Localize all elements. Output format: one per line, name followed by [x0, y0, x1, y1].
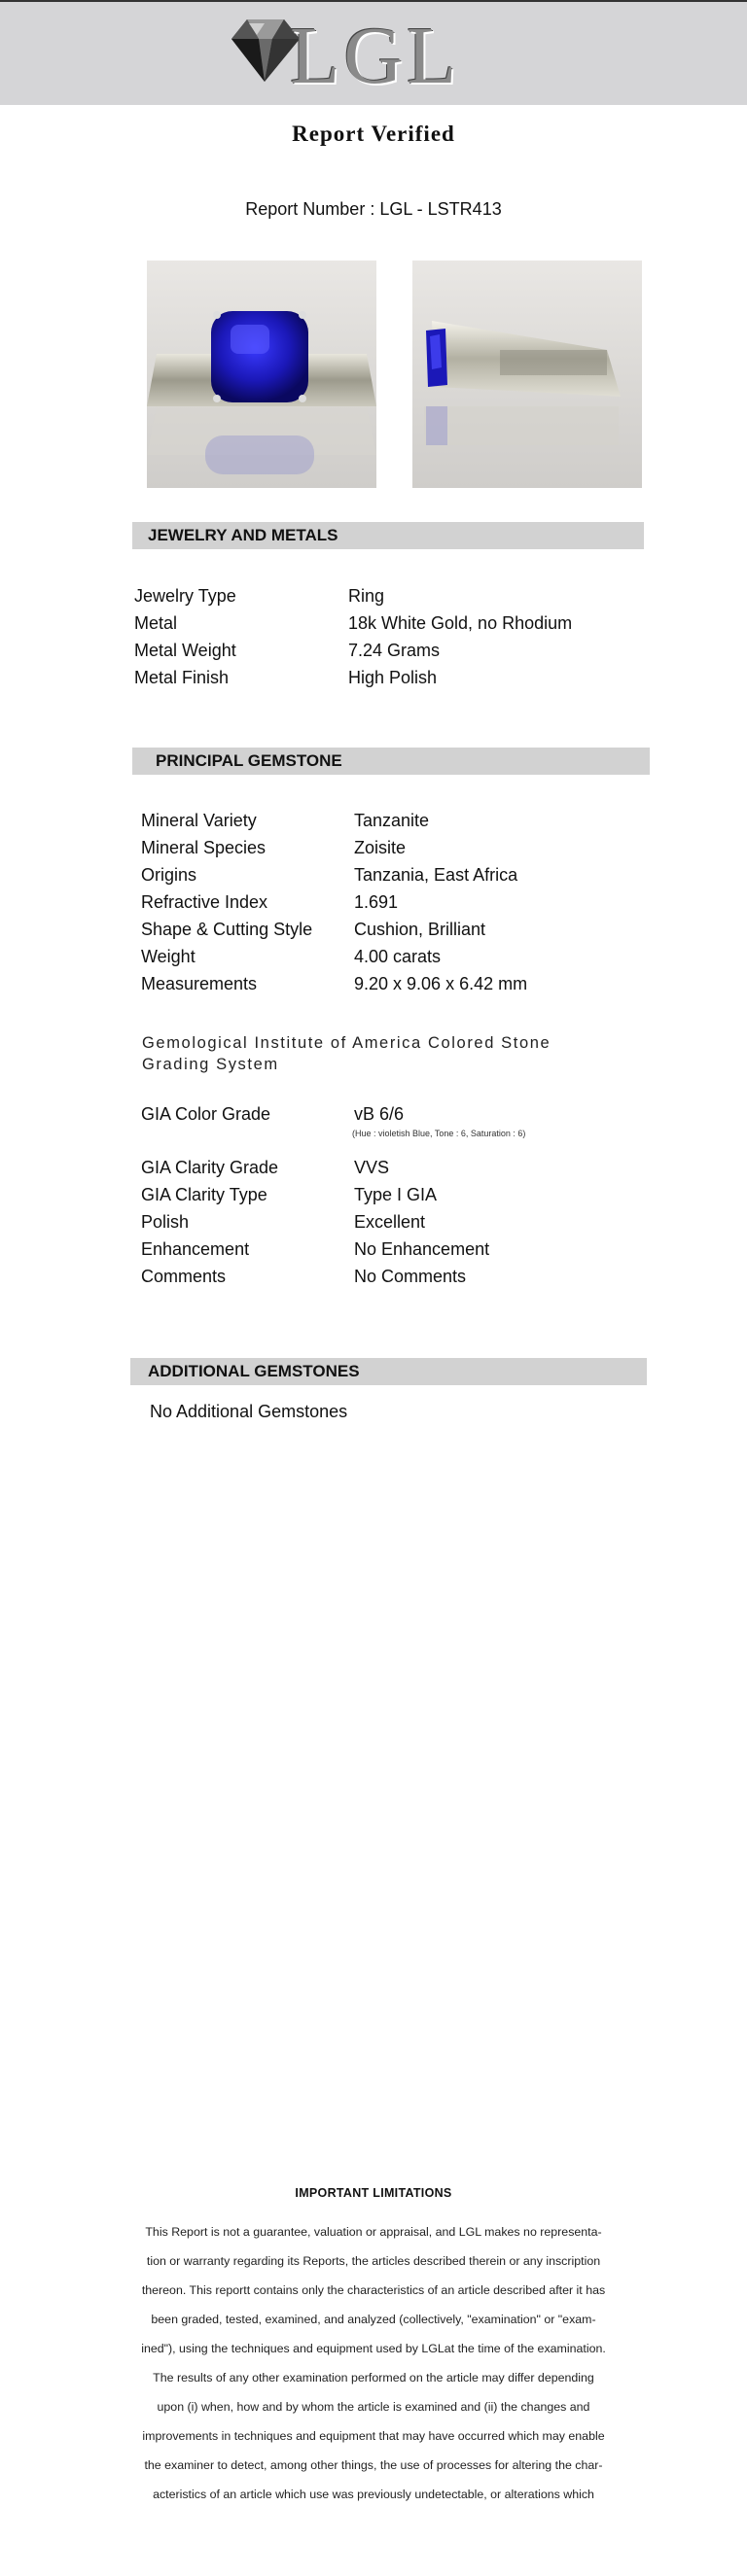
- jewelry-value: 7.24 Grams: [348, 641, 441, 660]
- gia-color-grade-label: GIA Color Grade: [141, 1104, 271, 1124]
- jewelry-label: Metal Finish: [134, 668, 230, 687]
- grade-label: GIA Clarity Type: [141, 1185, 267, 1204]
- gem-value: Cushion, Brilliant: [354, 920, 486, 939]
- limitations-body: [97, 2217, 650, 2509]
- gem-label: Mineral Variety: [141, 811, 257, 830]
- limitations-line: the examiner to detect, among other things, the use of processes for altering the char-: [144, 2458, 603, 2472]
- gem-label: Weight: [141, 947, 196, 966]
- additional-heading: ADDITIONAL GEMSTONES: [130, 1358, 647, 1385]
- jewelry-label: Jewelry Type: [134, 586, 236, 606]
- ring-top-view-photo: [147, 261, 376, 488]
- gia-system-heading: Gemological Institute of America Colored Stone Grading System: [142, 1034, 551, 1073]
- jewelry-label: Metal Weight: [134, 641, 236, 660]
- no-additional-text: No Additional Gemstones: [150, 1402, 348, 1421]
- report-title: Report Verified: [292, 122, 455, 146]
- limitations-line: ined"), using the techniques and equipment used by LGLat the time of the examination.: [141, 2342, 606, 2355]
- grade-label: Comments: [141, 1267, 227, 1286]
- lgl-logo: [226, 8, 479, 101]
- color-grade-note: (Hue : violetish Blue, Tone : 6, Saturation : 6): [352, 1129, 526, 1138]
- grade-value: VVS: [354, 1158, 390, 1177]
- limitations-line: acteristics of an article which use was previously undetectable, or alterations which: [153, 2488, 594, 2501]
- gem-value: Tanzania, East Africa: [354, 865, 518, 885]
- header-banner: [0, 0, 747, 105]
- gem-label: Refractive Index: [141, 892, 268, 912]
- logo-text: LGL: [290, 11, 461, 101]
- jewelry-heading: JEWELRY AND METALS: [132, 522, 644, 549]
- grade-label: GIA Clarity Grade: [141, 1158, 279, 1177]
- jewelry-label: Metal: [134, 613, 178, 633]
- gem-label: Mineral Species: [141, 838, 267, 857]
- limitations-line: upon (i) when, how and by whom the article is examined and (ii) the changes and: [157, 2400, 590, 2414]
- jewelry-value: 18k White Gold, no Rhodium: [348, 613, 573, 633]
- limitations-title: IMPORTANT LIMITATIONS: [295, 2186, 452, 2200]
- gem-value: Tanzanite: [354, 811, 430, 830]
- limitations-line: This Report is not a guarantee, valuation or appraisal, and LGL makes no representa-: [145, 2225, 602, 2239]
- limitations-line: been graded, tested, examined, and analyzed (collectively, "examination" or "exam-: [151, 2313, 596, 2326]
- grade-value: Excellent: [354, 1212, 426, 1232]
- grade-label: Enhancement: [141, 1239, 250, 1259]
- gem-label: Shape & Cutting Style: [141, 920, 313, 939]
- gem-value: 4.00 carats: [354, 947, 442, 966]
- gem-label: Origins: [141, 865, 197, 885]
- gem-value: Zoisite: [354, 838, 407, 857]
- limitations-line: The results of any other examination performed on the article may differ depending: [153, 2371, 594, 2385]
- gem-value: 9.20 x 9.06 x 6.42 mm: [354, 974, 528, 993]
- grade-label: Polish: [141, 1212, 190, 1232]
- gia-color-grade-value: vB 6/6: [354, 1104, 405, 1124]
- ring-side-view-photo: [412, 261, 642, 488]
- gem-label: Measurements: [141, 974, 258, 993]
- grade-value: No Comments: [354, 1267, 467, 1286]
- jewelry-value: Ring: [348, 586, 385, 606]
- report-number: Report Number : LGL - LSTR413: [245, 199, 502, 219]
- principal-heading: PRINCIPAL GEMSTONE: [132, 748, 650, 775]
- grade-value: Type I GIA: [354, 1185, 438, 1204]
- gem-value: 1.691: [354, 892, 399, 912]
- grade-value: No Enhancement: [354, 1239, 490, 1259]
- limitations-line: thereon. This reportt contains only the characteristics of an article described after it has: [141, 2283, 606, 2297]
- jewelry-value: High Polish: [348, 668, 438, 687]
- limitations-line: tion or warranty regarding its Reports, the articles described therein or any inscription: [146, 2254, 601, 2268]
- limitations-line: improvements in techniques and equipment that may have occurred which may enable: [142, 2429, 605, 2443]
